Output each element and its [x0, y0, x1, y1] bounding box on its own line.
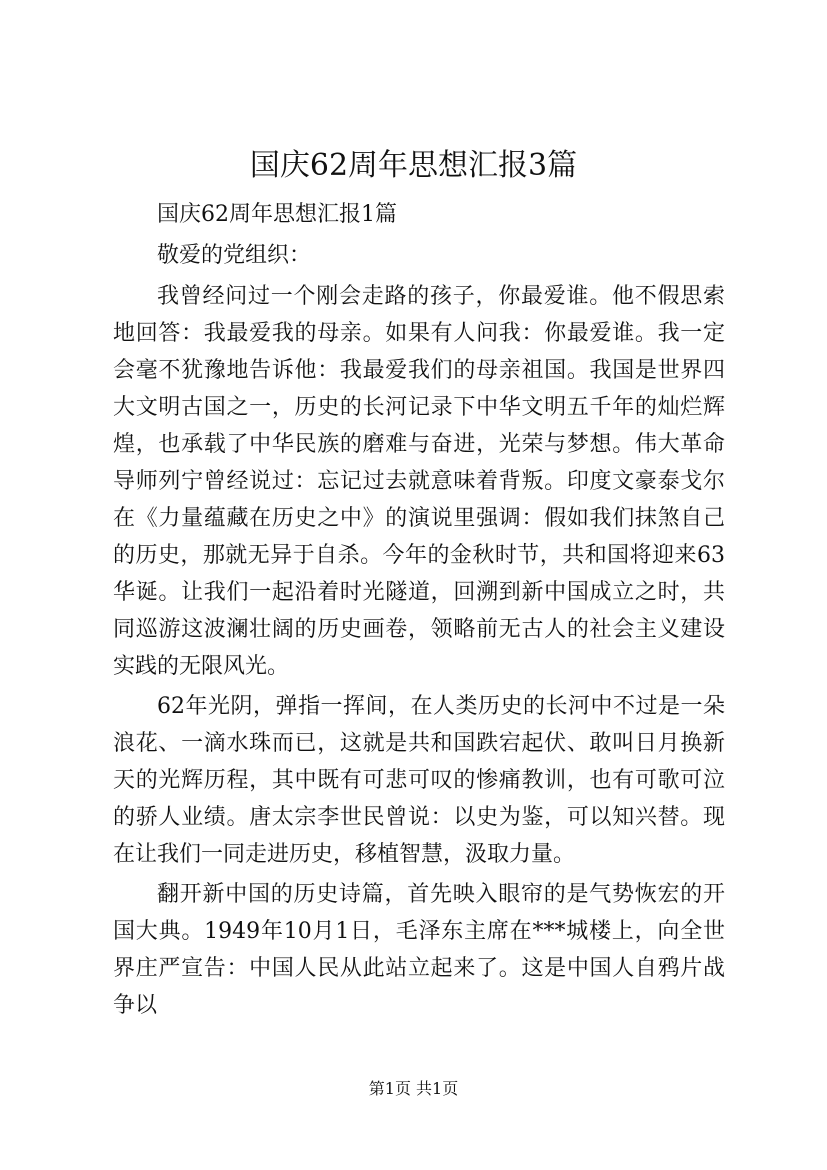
- page-footer: 第1页 共1页: [368, 1079, 459, 1098]
- document-body: [113, 196, 725, 1026]
- document-title: 国庆62周年思想汇报3篇: [249, 148, 578, 183]
- salutation: 敬爱的党组织：: [157, 243, 312, 268]
- paragraph: 翻开新中国的历史诗篇，首先映入眼帘的是气势恢宏的开国大典。1949年10月1日，毛泽东主席在***城楼上，向全世界庄严宣告：中国人民从此站立起来了。这是中国人自鸦片战争以: [113, 882, 725, 1018]
- document-subtitle: 国庆62周年思想汇报1篇: [157, 202, 397, 227]
- paragraph: 我曾经问过一个刚会走路的孩子，你最爱谁。他不假思索地回答：我最爱我的母亲。如果有人问我：你最爱谁。我一定会毫不犹豫地告诉他：我最爱我们的母亲祖国。我国是世界四大文明古国之一，历史的长河记录下中华文明五千年的灿烂辉煌，也承载了中华民族的磨难与奋进，光荣与梦想。伟大革命导师列宁曾经说过：忘记过去就意味着背叛。印度文豪泰戈尔在《力量蕴藏在历史之中》的演说里强调：假如我们抹煞自己的历史，那就无异于自杀。今年的金秋时节，共和国将迎来63华诞。让我们一起沿着时光隧道，回溯到新中国成立之时，共同巡游这波澜壮阔的历史画卷，领略前无古人的社会主义建设实践的无限风光。: [113, 284, 725, 679]
- paragraph: 62年光阴，弹指一挥间，在人类历史的长河中不过是一朵浪花、一滴水珠而已，这就是共和国跌宕起伏、敢叫日月换新天的光辉历程，其中既有可悲可叹的惨痛教训，也有可歌可泣的骄人业绩。唐太宗李世民曾说：以史为鉴，可以知兴替。现在让我们一同走进历史，移植智慧，汲取力量。: [113, 694, 725, 867]
